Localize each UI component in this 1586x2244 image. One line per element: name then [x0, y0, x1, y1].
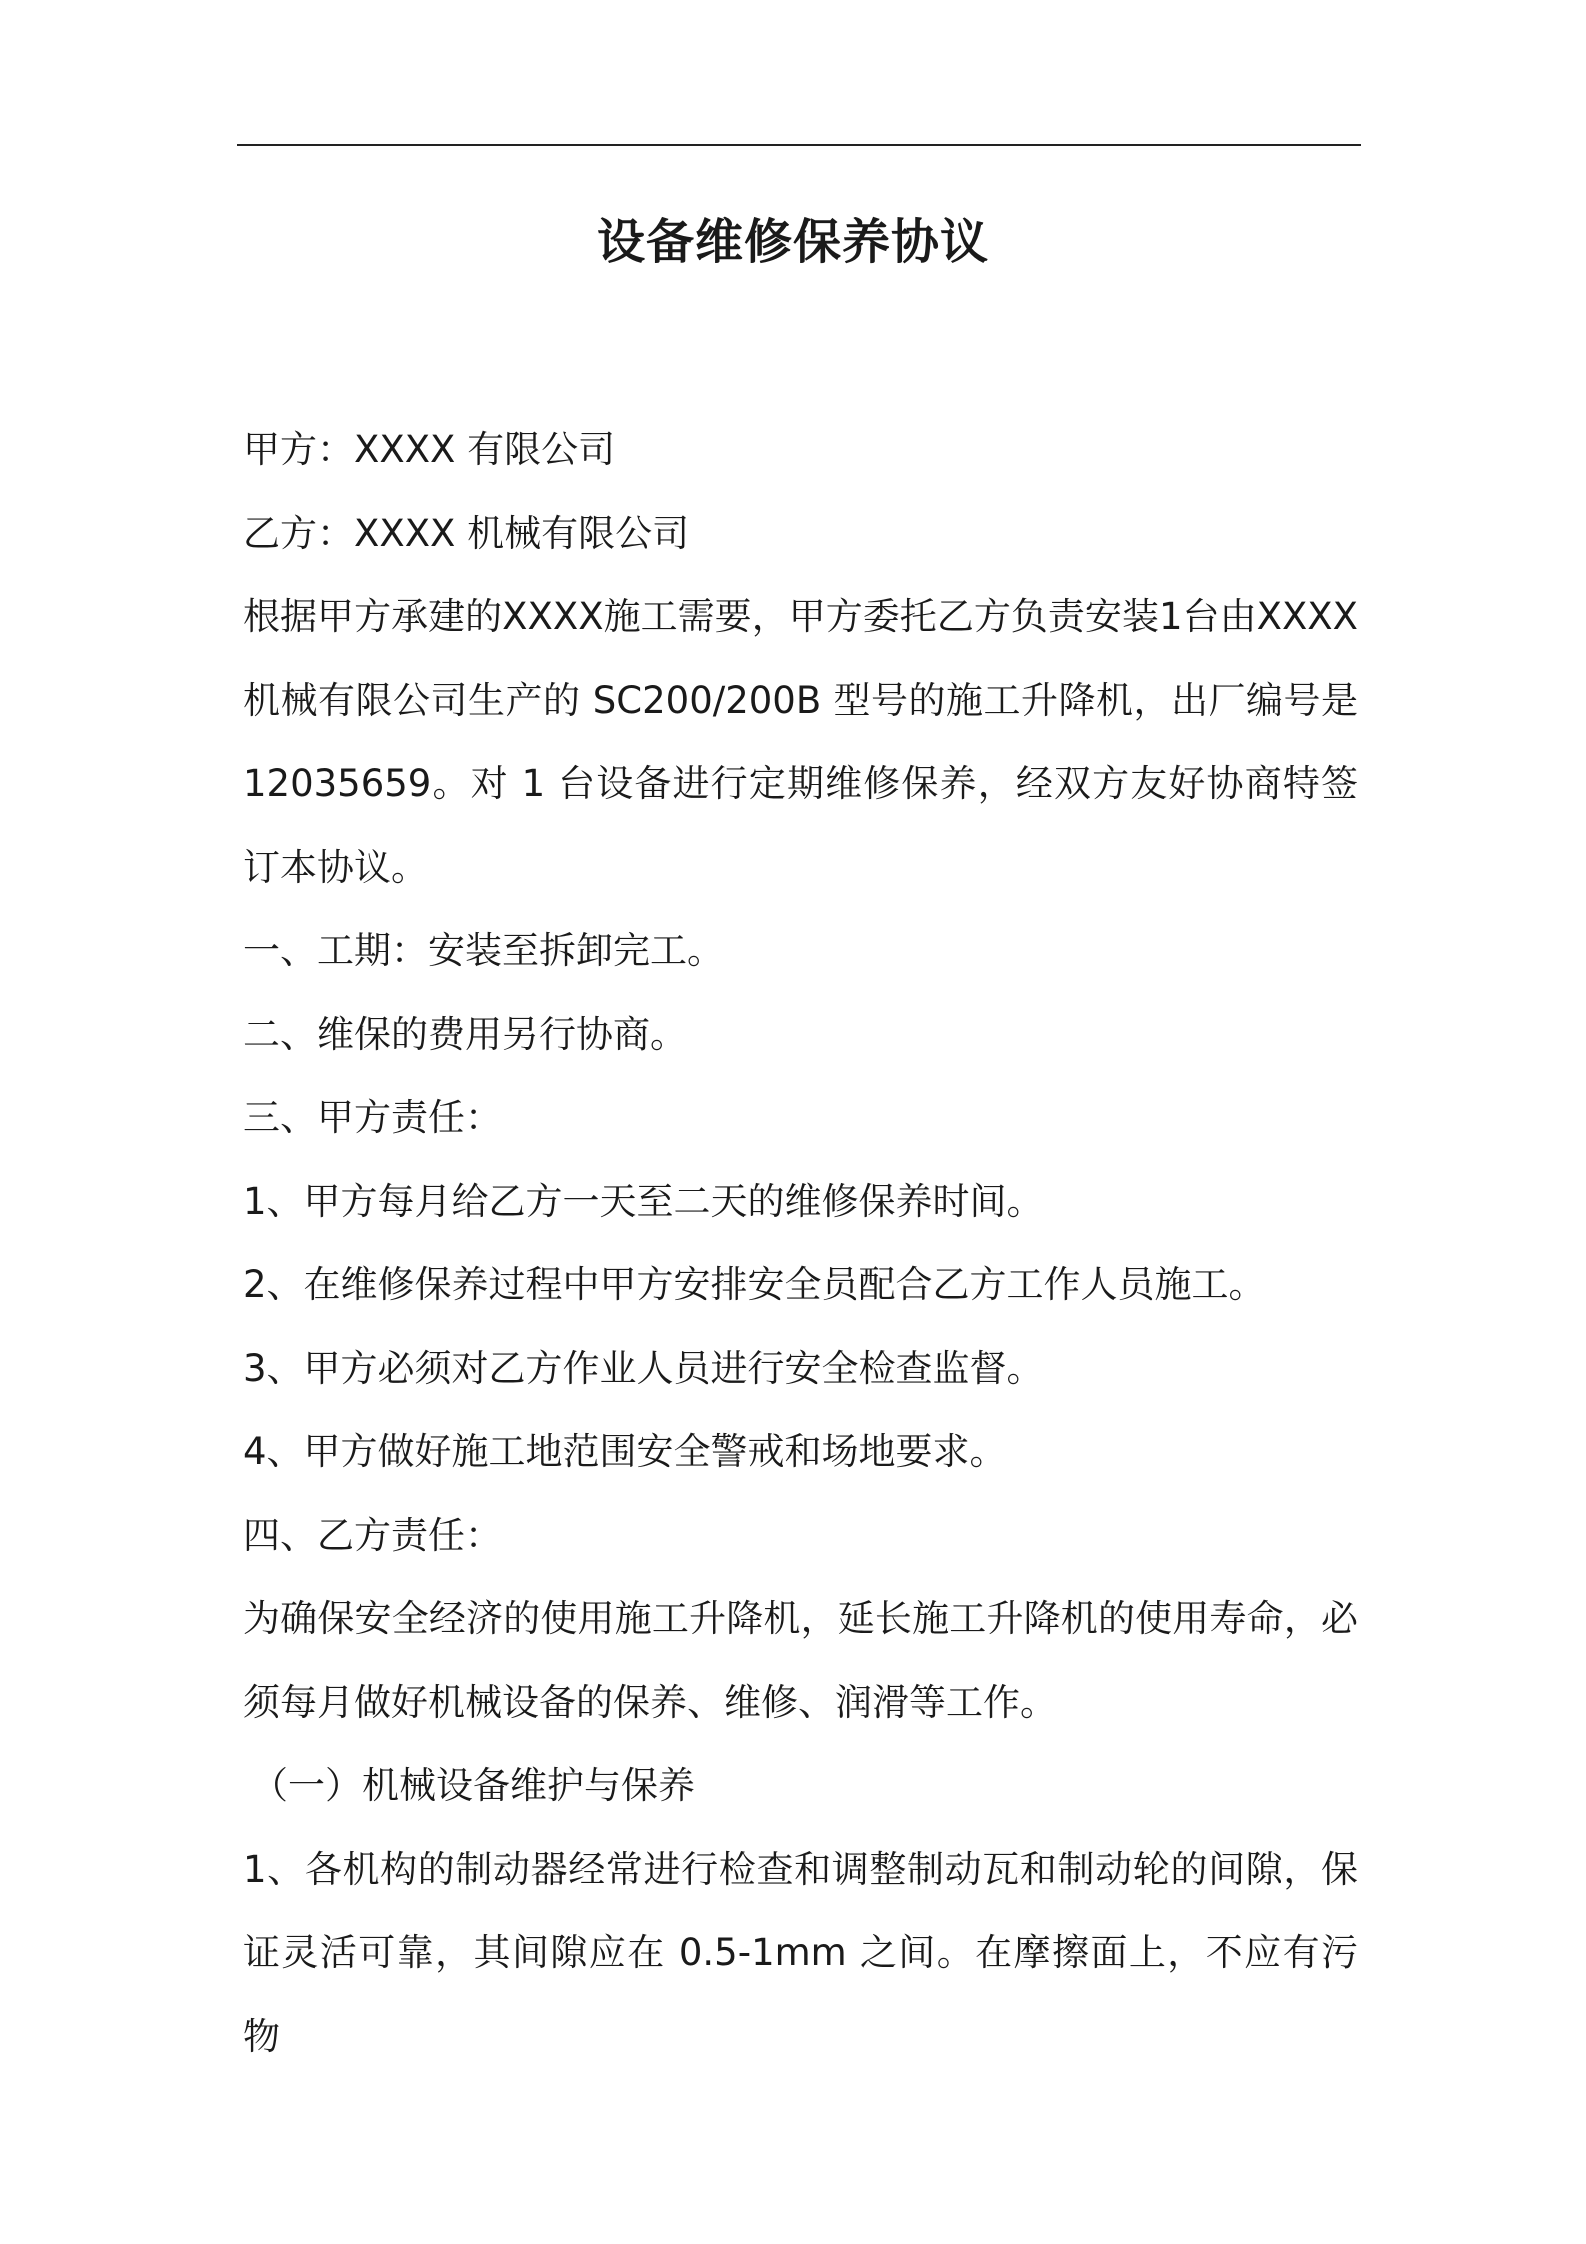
section-3-item: 1、甲方每月给乙方一天至二天的维修保养时间。 — [243, 1179, 1044, 1223]
section-1-term: 一、工期：安装至拆卸完工。 — [243, 929, 724, 972]
section-3-item: 4、甲方做好施工地范围安全警戒和场地要求。 — [243, 1430, 1007, 1473]
party-b-line: 乙方：XXXX 机械有限公司 — [243, 511, 690, 555]
subsection-1-item: 1、各机构的制动器经常进行检查和调整制动瓦和制动轮的间隙，保证灵活可靠，其间隙应在 0.5-1mm 之间。在摩擦面上，不应有污物 — [243, 1847, 1358, 2058]
section-3-heading: 三、甲方责任： — [243, 1096, 502, 1139]
party-a-line: 甲方：XXXX 有限公司 — [243, 428, 616, 471]
header-rule — [237, 144, 1361, 146]
intro-paragraph: 根据甲方承建的XXXX施工需要，甲方委托乙方负责安装1台由XXXX机械有限公司生产的 SC200/200B 型号的施工升降机，出厂编号是12035659。对 1 台设备进行定期维修保养，经双方友好协商特签订本协议。 — [243, 595, 1358, 889]
section-4-heading: 四、乙方责任： — [243, 1513, 502, 1557]
section-3-item: 2、在维修保养过程中甲方安排安全员配合乙方工作人员施工。 — [243, 1263, 1266, 1306]
document-body — [243, 408, 1358, 2078]
section-4-paragraph: 为确保安全经济的使用施工升降机，延长施工升降机的使用寿命，必须每月做好机械设备的保养、维修、润滑等工作。 — [243, 1597, 1358, 1724]
document-title: 设备维修保养协议 — [596, 214, 989, 270]
section-2-fees: 二、维保的费用另行协商。 — [243, 1012, 687, 1056]
subsection-1-heading: （一）机械设备维护与保养 — [251, 1764, 695, 1807]
section-3-item: 3、甲方必须对乙方作业人员进行安全检查监督。 — [243, 1346, 1044, 1390]
